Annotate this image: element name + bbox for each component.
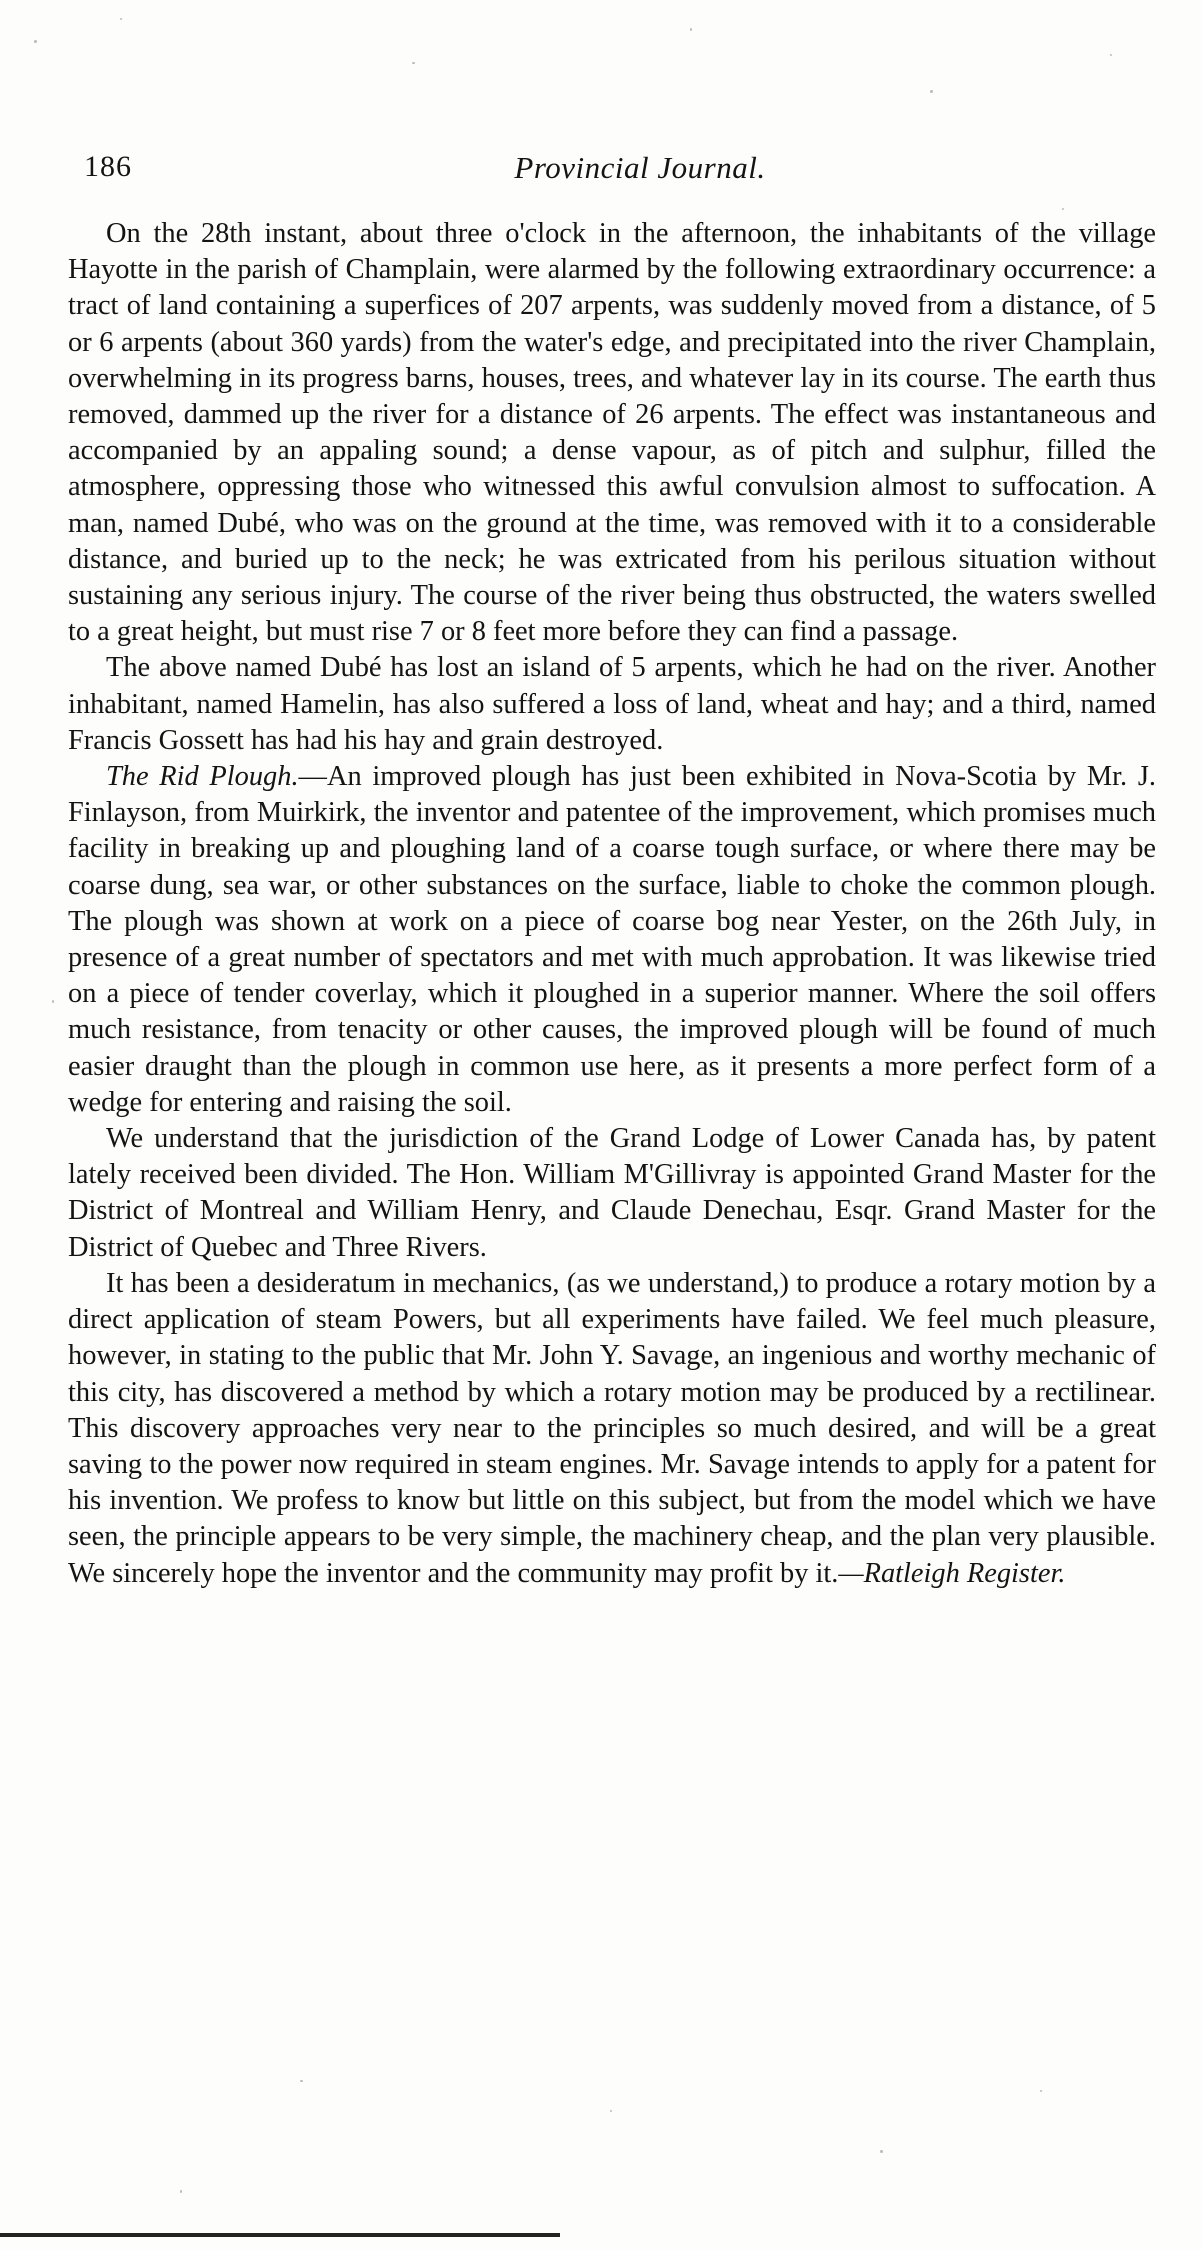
text-run: On the 28th instant, about three o'clock in the afternoon, the inhabitants of the village Hayotte in the parish of Champlain, were alarmed by the following extraordinary occurrence: a tract of land containing a superfices of 207 arpents, was suddenly moved from a distance, of 5 or 6 arpents (about 360 yards) from the water's edge, and precipitated into the river Champlain, overwhelming in its progress barns, houses, trees, and whatever lay in its course. The earth thus removed, dammed up the river for a distance of 26 arpents. The effect was instantaneous and accompanied by an appaling sound; a dense vapour, as of pitch and sulphur, filled the atmosphere, oppressing those who witnessed this awful convulsion almost to suffocation. A man, named Dubé, who was on the ground at the time, was removed with it to a considerable distance, and buried up to the neck; he was extricated from his perilous situation without sustaining any serious injury. The course of the river being thus obstructed, the waters swelled to a great height, but must rise 7 or 8 feet more before they can find a passage. <box>68 218 1156 648</box>
text-run: —An improved plough has just been exhibited in Nova-Scotia by Mr. J. Finlayson, from Muirkirk, the inventor and patentee of the improvement, which promises much facility in breaking up and ploughing land of a coarse tough surface, or where there may be coarse dung, sea war, or other substances on the surface, liable to choke the common plough. The plough was shown at work on a piece of coarse bog near Yester, on the 26th July, in presence of a great number of spectators and met with much approbation. It was likewise tried on a piece of tender coverlay, which it ploughed in a superior manner. Where the soil offers much resistance, from tenacity or other causes, the improved plough will be found of much easier draught than the plough in common use here, as it presents a more perfect form of a wedge for entering and raising the soil. <box>68 761 1156 1118</box>
italic-run: The Rid Plough. <box>106 761 299 793</box>
article-paragraph <box>68 759 1156 1121</box>
text-run: It has been a desideratum in mechanics, (as we understand,) to produce a rotary motion by a direct application of steam Powers, but all experiments have failed. We feel much pleasure, however, in stating to the public that Mr. John Y. Savage, an ingenious and worthy mechanic of this city, has discovered a method by which a rotary motion may be produced by a rectilinear. This discovery approaches very near to the principles so much desired, and will be a great saving to the power now required in steam engines. Mr. Savage intends to apply for a patent for his invention. We profess to know but little on this subject, but from the model which we have seen, the principle appears to be very simple, the machinery cheap, and the plan very plausible. We sincerely hope the inventor and the community may profit by it. <box>68 1267 1156 1589</box>
article-paragraph <box>68 1266 1156 1592</box>
article-paragraph <box>68 650 1156 759</box>
page-header <box>84 150 1156 194</box>
running-title: Provincial Journal. <box>514 150 766 185</box>
text-run: The above named Dubé has lost an island of 5 arpents, which he had on the river. Another inhabitant, named Hamelin, has also suffered a loss of land, wheat and hay; and a third, named Francis Gossett has had his hay and grain destroyed. <box>68 652 1156 756</box>
italic-run: —Ratleigh Register. <box>838 1557 1066 1589</box>
page-edge-rule <box>0 2233 560 2237</box>
text-run: We understand that the jurisdiction of the Grand Lodge of Lower Canada has, by patent lately received been divided. The Hon. William M'Gillivray is appointed Grand Master for the District of Montreal and William Henry, and Claude Denechau, Esqr. Grand Master for the District of Quebec and Three Rivers. <box>68 1123 1156 1263</box>
article-column <box>68 216 1156 1592</box>
article-paragraph <box>68 1121 1156 1266</box>
page-number: 186 <box>84 150 132 183</box>
article-paragraph <box>68 216 1156 650</box>
